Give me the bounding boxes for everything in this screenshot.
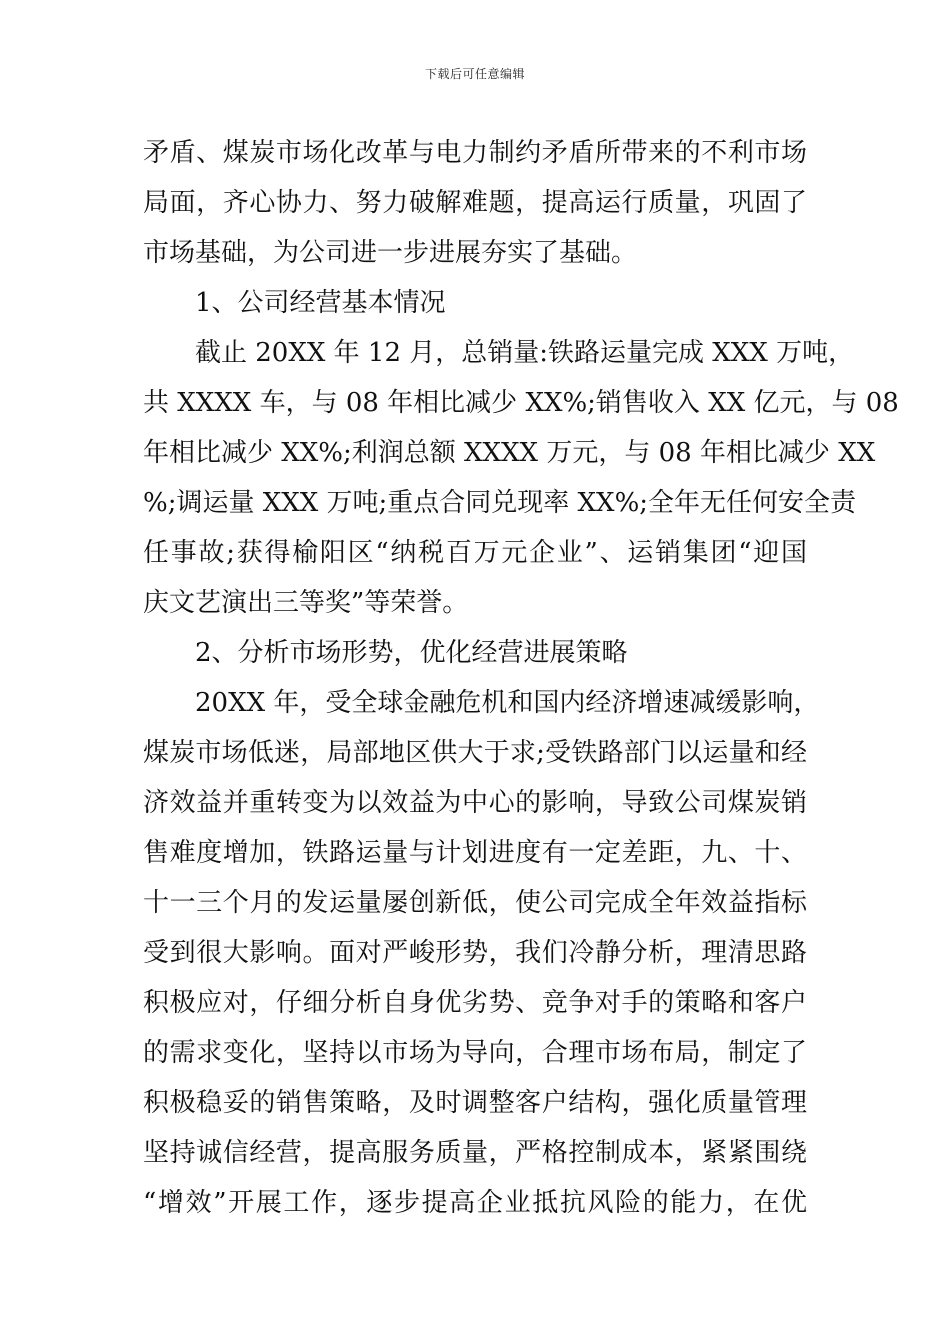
text-line: 庆文艺演出三等奖”等荣誉。 bbox=[143, 588, 469, 618]
text-line: 的需求变化，坚持以市场为导向，合理市场布局，制定了 bbox=[143, 1038, 807, 1068]
text-line: 坚持诚信经营，提高服务质量，严格控制成本，紧紧围绕 bbox=[143, 1138, 807, 1168]
text-line: 局面，齐心协力、努力破解难题，提高运行质量，巩固了 bbox=[143, 188, 807, 218]
text-line: 济效益并重转变为以效益为中心的影响，导致公司煤炭销 bbox=[143, 788, 807, 818]
section-heading: 1、公司经营基本情况 bbox=[195, 288, 446, 318]
text-line: 共 XXXX 车，与 08 年相比减少 XX%;销售收入 XX 亿元，与 08 bbox=[143, 388, 899, 418]
text-line: 煤炭市场低迷，局部地区供大于求;受铁路部门以运量和经 bbox=[143, 738, 807, 768]
document-body bbox=[143, 128, 899, 1228]
text-line: 积极应对，仔细分析自身优劣势、竞争对手的策略和客户 bbox=[143, 988, 807, 1018]
text-line: 十一三个月的发运量屡创新低，使公司完成全年效益指标 bbox=[143, 888, 807, 918]
text-line: 市场基础，为公司进一步进展夯实了基础。 bbox=[143, 238, 638, 268]
page-header: 下载后可任意编辑 bbox=[424, 67, 525, 81]
text-line: 截止 20XX 年 12 月，总销量:铁路运量完成 XXX 万吨， bbox=[195, 338, 855, 368]
text-line: 任事故;获得榆阳区“纳税百万元企业”、运销集团“迎国 bbox=[143, 538, 807, 568]
text-line: 20XX 年，受全球金融危机和国内经济增速减缓影响， bbox=[195, 688, 820, 718]
text-line: 积极稳妥的销售策略，及时调整客户结构，强化质量管理 bbox=[143, 1088, 807, 1118]
text-line: %;调运量 XXX 万吨;重点合同兑现率 XX%;全年无任何安全责 bbox=[143, 488, 857, 518]
text-line: 矛盾、煤炭市场化改革与电力制约矛盾所带来的不利市场 bbox=[143, 138, 807, 168]
text-line: 受到很大影响。面对严峻形势，我们冷静分析，理清思路 bbox=[143, 938, 807, 968]
text-line: 售难度增加，铁路运量与计划进度有一定差距，九、十、 bbox=[143, 838, 807, 868]
section-heading: 2、分析市场形势，优化经营进展策略 bbox=[195, 638, 628, 668]
text-line: 年相比减少 XX%;利润总额 XXXX 万元，与 08 年相比减少 XX bbox=[143, 438, 876, 468]
text-line: “增效”开展工作，逐步提高企业抵抗风险的能力，在优 bbox=[143, 1188, 807, 1218]
